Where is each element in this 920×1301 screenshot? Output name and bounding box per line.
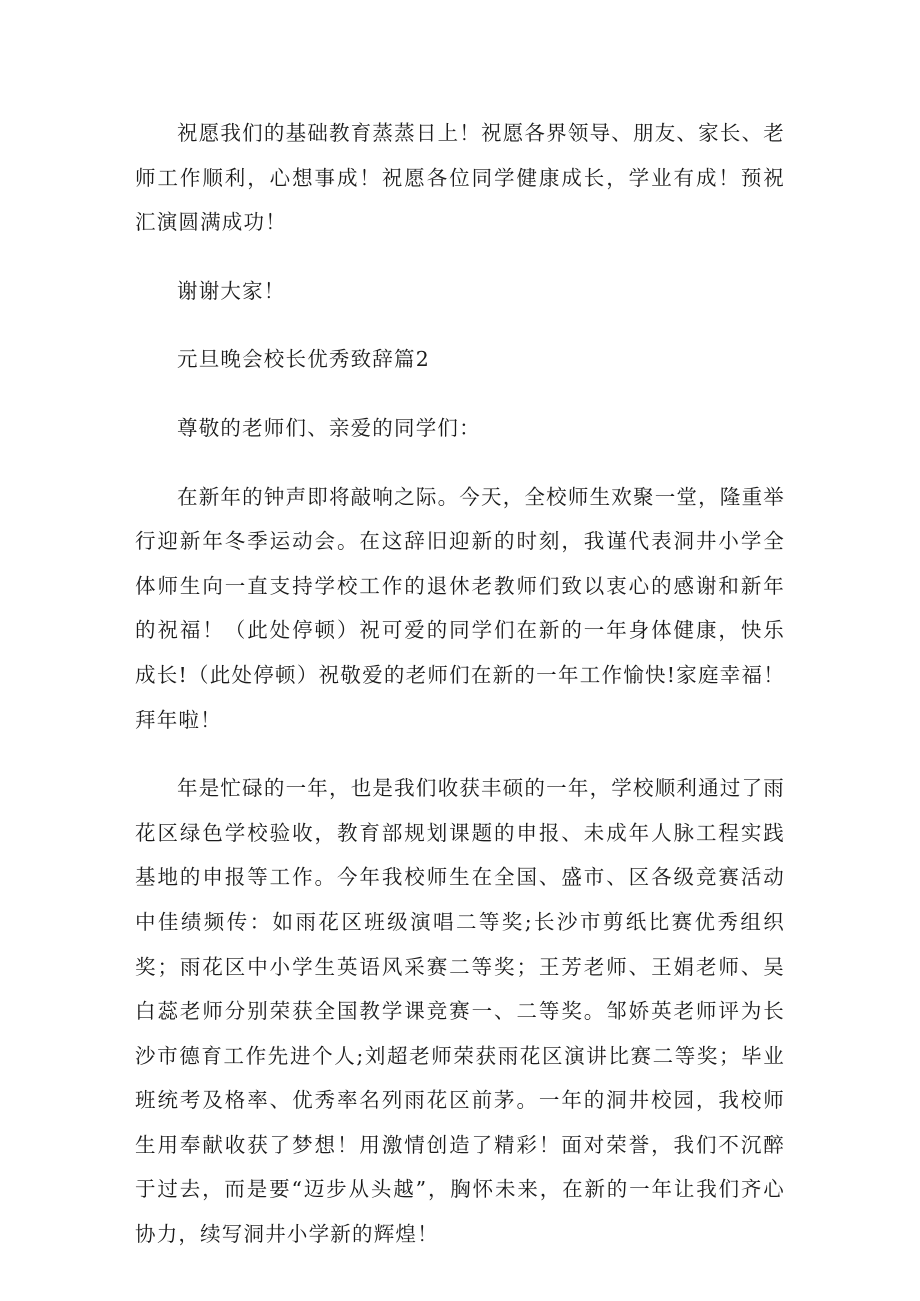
achievements-paragraph: 年是忙碌的一年，也是我们收获丰硕的一年，学校顺利通过了雨花区绿色学校验收，教育部规划课题的申报、未成年人脉工程实践基地的申报等工作。今年我校师生在全国、盛市、区各级竞赛活动中佳绩频传：如雨花区班级演唱二等奖;长沙市剪纸比赛优秀组织奖；雨花区中小学生英语风采赛二等奖；王芳老师、王娟老师、吴白蕊老师分别荣获全国教学课竞赛一、二等奖。邹娇英老师评为长沙市德育工作先进个人;刘超老师荣获雨花区演讲比赛二等奖；毕业班统考及格率、优秀率名列雨花区前茅。一年的洞井校园，我校师生用奉献收获了梦想！用激情创造了精彩！面对荣誉，我们不沉醉于过去，而是要“迈步从头越”，胸怀未来，在新的一年让我们齐心协力，续写洞井小学新的辉煌！ <box>135 776 785 1247</box>
section-title: 元旦晚会校长优秀致辞篇2 <box>177 347 430 372</box>
thanks-paragraph: 谢谢大家！ <box>177 278 286 303</box>
new-year-greeting-paragraph: 在新年的钟声即将敲响之际。今天，全校师生欢聚一堂，隆重举行迎新年冬季运动会。在这辞旧迎新的时刻，我谨代表洞井小学全体师生向一直支持学校工作的退休老教师们致以衷心的感谢和新年的祝福！（此处停顿）祝可爱的同学们在新的一年身体健康，快乐成长!（此处停顿）祝敬爱的老师们在新的一年工作愉快!家庭幸福！拜年啦！ <box>135 484 785 732</box>
closing-wishes-paragraph: 祝愿我们的基础教育蒸蒸日上！祝愿各界领导、朋友、家长、老师工作顺利，心想事成！祝愿各位同学健康成长，学业有成！预祝汇演圆满成功！ <box>135 121 785 235</box>
document-body <box>135 111 785 1257</box>
salutation-paragraph: 尊敬的老师们、亲爱的同学们： <box>177 415 481 440</box>
